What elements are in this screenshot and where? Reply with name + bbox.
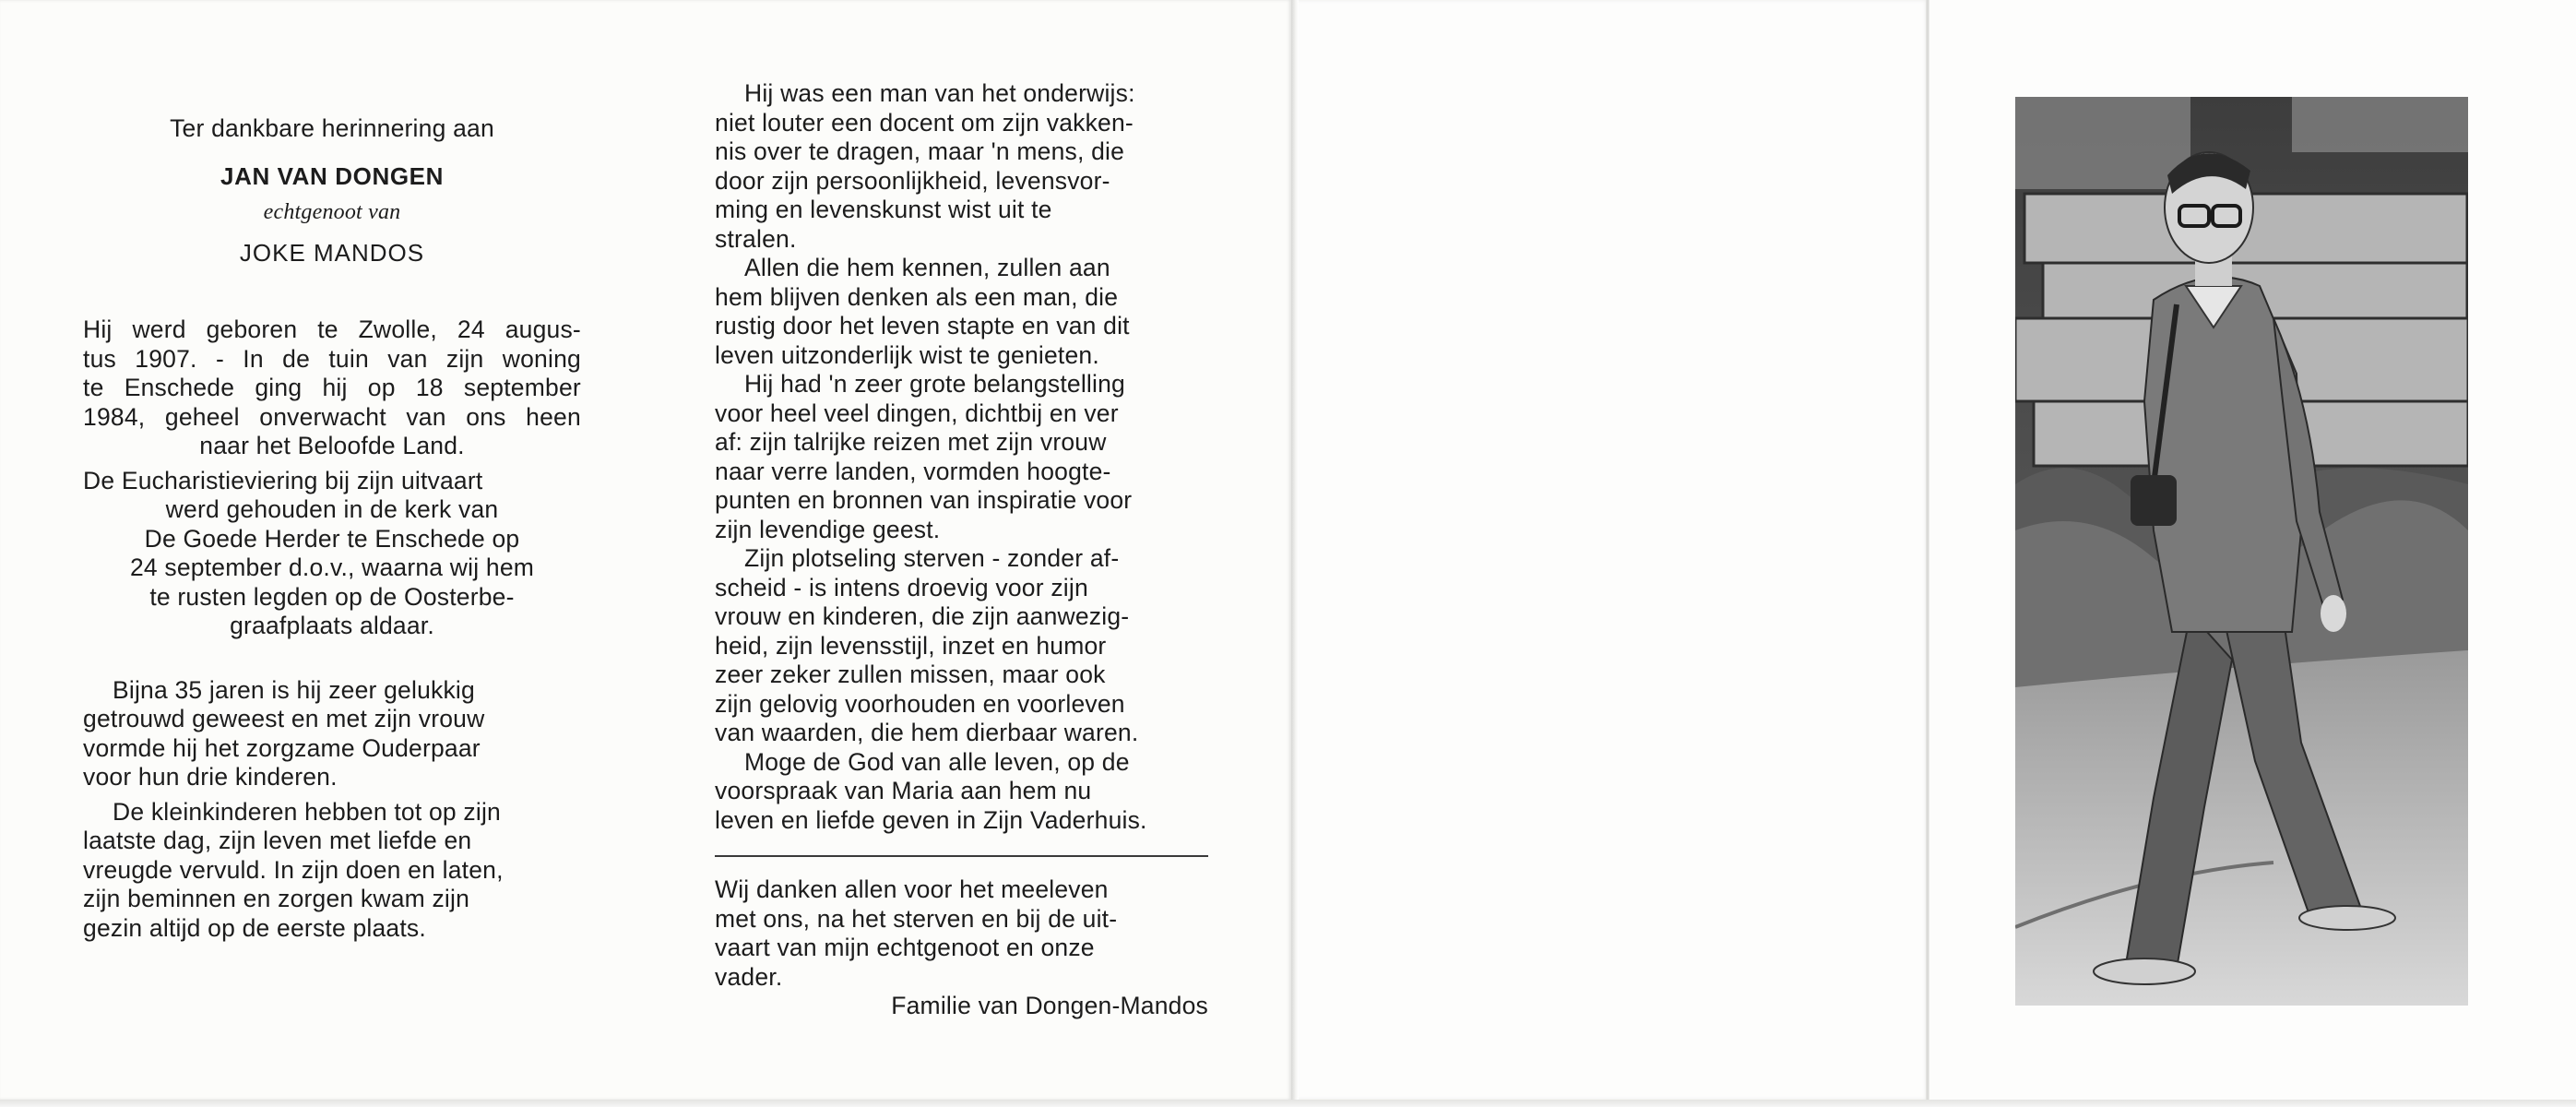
text-line: voor heel veel dingen, dichtbij en ver [715,399,1119,427]
memorial-heading [83,114,581,268]
deceased-name: JAN VAN DONGEN [220,161,444,190]
scan-gap [1291,0,1299,1100]
text-line: 1984, geheel onverwacht van ons heen [83,402,581,431]
card-blank-panel [1299,0,1929,1100]
paragraph-sudden-death [715,544,1208,748]
paragraph-birth-death [83,315,581,461]
paragraph-interests [715,370,1208,544]
text-line: vormde hij het zorgzame Ouderpaar [83,733,481,762]
text-line: met ons, na het sterven en bij de uit- [715,904,1118,933]
text-line: Allen die hem kennen, zullen aan [744,254,1110,281]
text-line: De Goede Herder te Enschede op [144,524,520,553]
text-line: Zijn plotseling sterven - zonder af- [744,544,1120,572]
paragraph-prayer [715,748,1208,836]
text-line: leven en liefde geven in Zijn Vaderhuis. [715,805,1147,834]
text-line: Hij had 'n zeer grote belangstelling [744,370,1125,398]
text-line: vreugde vervuld. In zijn doen en laten, [83,855,504,884]
text-line: vader. [715,962,783,991]
text-line: af: zijn talrijke reizen met zijn vrouw [715,428,1107,456]
paragraph-teacher [715,79,1208,254]
family-signature: Familie van Dongen-Mandos [891,992,1208,1019]
text-line: scheid - is intens droevig voor zijn [715,573,1088,601]
text-line: De Eucharistieviering bij zijn uitvaart [83,466,483,494]
scan-bottom-edge [0,1100,2576,1107]
text-line: heid, zijn levensstijl, inzet en humor [715,631,1107,660]
text-line: te rusten legden op de Oosterbe- [149,582,515,611]
intro-line: Ter dankbare herinnering aan [170,114,494,142]
left-text-column [83,315,581,943]
text-line: naar het Beloofde Land. [199,432,465,459]
text-line: van waarden, die hem dierbaar waren. [715,719,1139,746]
right-text-column [715,79,1208,1021]
spouse-name: JOKE MANDOS [239,238,425,267]
text-line: zijn gelovig voorhouden en voorleven [715,689,1125,718]
text-line: leven uitzonderlijk wist te genieten. [715,340,1099,369]
text-line: te Enschede ging hij op 18 september [83,374,581,401]
spouse-relation: echtgenoot van [263,200,401,224]
horizontal-rule [715,855,1208,857]
text-line: Moge de God van alle leven, op de [744,747,1130,776]
text-line: vaart van mijn echtgenoot en onze [715,934,1095,961]
text-line: laatste dag, zijn leven met liefde en [83,827,472,854]
text-line: Wij danken allen voor het meeleven [715,875,1109,903]
text-line: 24 september d.o.v., waarna wij hem [129,554,535,581]
text-line: zijn levendige geest. [715,515,941,543]
paragraph-funeral [83,467,581,641]
paragraph-grandchildren [83,798,581,944]
text-line: door zijn persoonlijkheid, levensvor- [715,166,1110,195]
text-line: Bijna 35 jaren is hij zeer gelukkig [113,675,475,704]
text-line: nis over te dragen, maar 'n mens, die [715,137,1125,165]
text-line: stralen. [715,224,797,253]
text-line: getrouwd geweest en met zijn vrouw [83,705,485,732]
text-line: werd gehouden in de kerk van [165,495,499,523]
text-line: rustig door het leven stapte en van dit [715,312,1130,339]
text-line: ming en levenskunst wist uit te [715,196,1052,223]
text-line: voorspraak van Maria aan hem nu [715,777,1092,804]
text-line: hem blijven denken als een man, die [715,282,1119,311]
text-line: Hij werd geboren te Zwolle, 24 augus- [83,315,581,343]
text-line: punten en bronnen van inspiratie voor [715,486,1133,514]
text-line: Hij was een man van het onderwijs: [744,79,1135,107]
portrait-photo [2015,97,2468,1006]
paragraph-remembrance [715,254,1208,370]
paragraph-thanks [715,875,1208,992]
text-line: naar verre landen, vormden hoogte- [715,457,1111,485]
text-line: gezin altijd op de eerste plaats. [83,913,426,942]
text-line: tus 1907. - In de tuin van zijn woning [83,344,581,373]
text-line: niet louter een docent om zijn vakken- [715,108,1134,137]
paragraph-marriage [83,676,581,792]
text-line: zeer zeker zullen missen, maar ook [715,661,1106,688]
text-line: De kleinkinderen hebben tot op zijn [113,797,501,826]
text-line: graafplaats aldaar. [230,612,434,639]
text-line: zijn beminnen en zorgen kwam zijn [83,885,470,912]
text-line: voor hun drie kinderen. [83,763,338,791]
text-line: vrouw en kinderen, die zijn aanwezig- [715,602,1130,630]
